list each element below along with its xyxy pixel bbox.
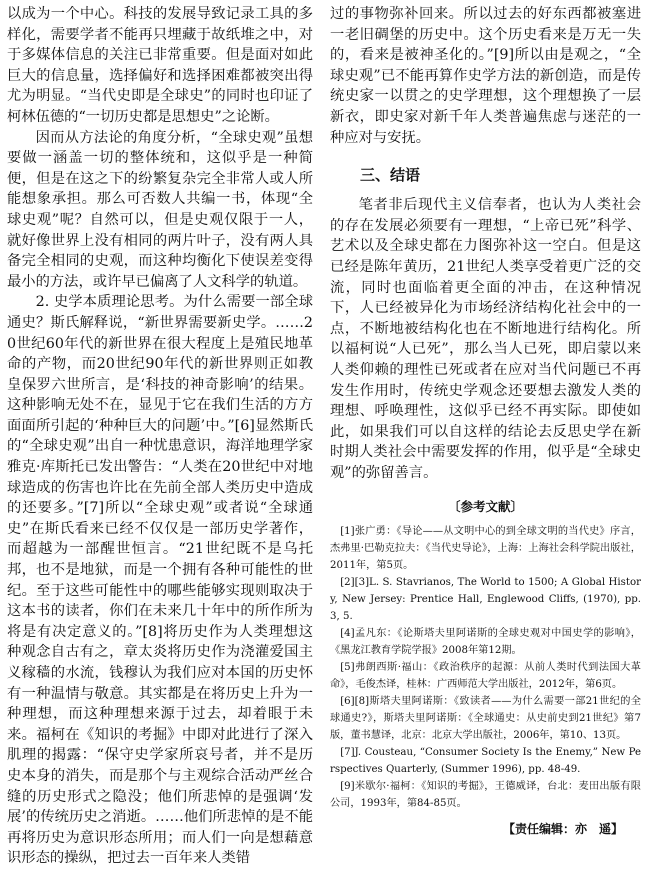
reference-item: [7]J. Cousteau, “Consumer Society Is the Enemy,” New Perspectives Quarterly, (Summer 1996), pp. 48-49. <box>330 747 641 776</box>
references-title: 〔参考文献〕 <box>447 499 523 515</box>
references-list <box>330 523 641 812</box>
body-paragraph: 以成为一个中心。科技的发展导致记录工具的多样化，需要学者不能再只埋藏于故纸堆之中，对于多媒体信息的关注已非常重要。但是面对如此巨大的信息量，选择偏好和选择困难都被突出得尤为明显。“当代史即是全球史”的同时也印证了柯林伍德的“一切历史都是思想史”之论断。 <box>7 6 313 125</box>
reference-item: [5]弗朗西斯·福山：《政治秩序的起源：从前人类时代到法国大革命》，毛俊杰译，桂林：广西师范大学出版社，2012年，第6页。 <box>330 662 641 691</box>
body-paragraph: 因而从方法论的角度分析，“全球史观”虽想要做一涵盖一切的整体统和，这似乎是一种简便，但是在这之下的纷繁复杂完全非常人或人所能想象承担。那么可否数人共编一书，体现“全球史观”呢？自然可以，但是史观仅限于一人，就好像世界上没有相同的两片叶子，没有两人具备完全相同的史观，而这种均衡化下使误差变得最小的方法，或许早已偏离了人文科学的轨道。 <box>7 129 313 290</box>
body-paragraph: 2. 史学本质理论思考。为什么需要一部全球通史？斯氏解释说，“新世界需要新史学。……20世纪60年代的新世界在很大程度上是殖民地革命的产物，而20世纪90年代的新世界则正如教皇保罗六世所言，是‘科技的神奇影响’的结果。这种影响无处不在，显见于它在我们生活的方方面面所引起的‘种种巨大的问题’中。”[6]显然斯氏的“全球史观”出自一种忧患意识，海洋地理学家雅克·库斯托已发出警告：“人类在20世纪中对地球造成的伤害也许比在先前全部人类历史中造成的还要多。”[7]所以“全球史观”或者说“全球通史”在斯氏看来已经不仅仅是一部历史学著作，而超越为一部醒世恒言。“21世纪既不是乌托邦，也不是地狱，而是一个拥有各种可能性的世纪。至于这些可能性中的哪些能够实现则取决于这本书的读者，你们在未来几十年中的所作所为将是有决定意义的。”[8]将历史作为人类理想这种观念自古有之，章太炎将历史作为浇灌爱国主义稼穑的水流，钱穆认为我们应对本国的历史怀有一种温情与敬意。其实都是在将历史上升为一种理想，而这种理想来源于过去，却着眼于未来。福柯在《知识的考掘》中即对此进行了深入肌理的揭露：“保守史学家所哀号者，并不是历史本身的消失，而是那个与主观综合活动严丝合缝的历史形式之隐没；他们所悲悼的是强调‘发展’的传统历史之消逝。……他们所悲悼的是不能再将历史为意识形态所用；而人们一向是想藉意识形态的操纵，把过去一百年来人类错 <box>7 294 313 867</box>
section-heading: 三、结语 <box>360 166 421 185</box>
right-column <box>330 4 641 837</box>
reference-item: [9]米歇尔·福柯：《知识的考掘》，王德威译，台北：麦田出版有限公司，1993年，第84-85页。 <box>330 781 641 810</box>
responsible-editor: 【责任编辑：亦 遥】 <box>502 822 623 837</box>
body-paragraph: 笔者非后现代主义信奉者，也认为人类社会的存在发展必须要有一理想，“上帝已死”科学、艺术以及全球史都在力图弥补这一空白。但是这已经是陈年黄历，21世纪人类享受着更广泛的交流，同时也面临着更全面的冲击，在这种情况下，人已经被异化为市场经济结构化社会中的一点，不断地被结构化也在不断地进行结构化。所以福柯说“人已死”，那么当人已死，即启蒙以来人类仰赖的理性已死或者在应对当代问题已不再发生作用时，传统史学观念还要想去激发人类的理想、呼唤理性，这似乎已经不再实际。即使如此，如果我们可以自这样的结论去反思史学在新时期人类社会中需要发挥的作用，似乎是“全球史观”的弥留善言。 <box>330 197 641 481</box>
reference-item: [2][3]L. S. Stavrianos, The World to 1500; A Global History, New Jersey: Prentice Hall, Englewood Cliffs, (1970), pp. 3, 5. <box>330 577 641 623</box>
reference-item: [1]张广勇：《导论——从文明中心的到全球文明的当代史》序言，杰弗里·巴勒克拉夫：《当代史导论》，上海：上海社会科学院出版社，2011年，第5页。 <box>330 526 641 572</box>
left-column <box>7 4 313 869</box>
reference-item: [6][8]斯塔夫里阿诺斯：《致读者——为什么需要一部21世纪的全球通史?》，斯塔夫里阿诺斯：《全球通史：从史前史到21世纪》第7版，董书慧译，北京：北京大学出版社，2006年，第10、13页。 <box>330 696 641 742</box>
body-paragraph: 过的事物弥补回来。所以过去的好东西都被塞进一老旧碉堡的历史中。这个历史看来是万无一失的，看来是被神圣化的。”[9]所以由是观之，“全球史观”已不能再算作史学方法的新创造，而是传统史家一以贯之的史学理想，这个理想换了一层新衣，即史家对新千年人类普遍焦虑与迷茫的一种应对与安抚。 <box>330 6 641 146</box>
reference-item: [4]孟凡东：《论斯塔夫里阿诺斯的全球史观对中国史学的影响》，《黑龙江教育学院学报》2008年第12期。 <box>330 628 641 657</box>
